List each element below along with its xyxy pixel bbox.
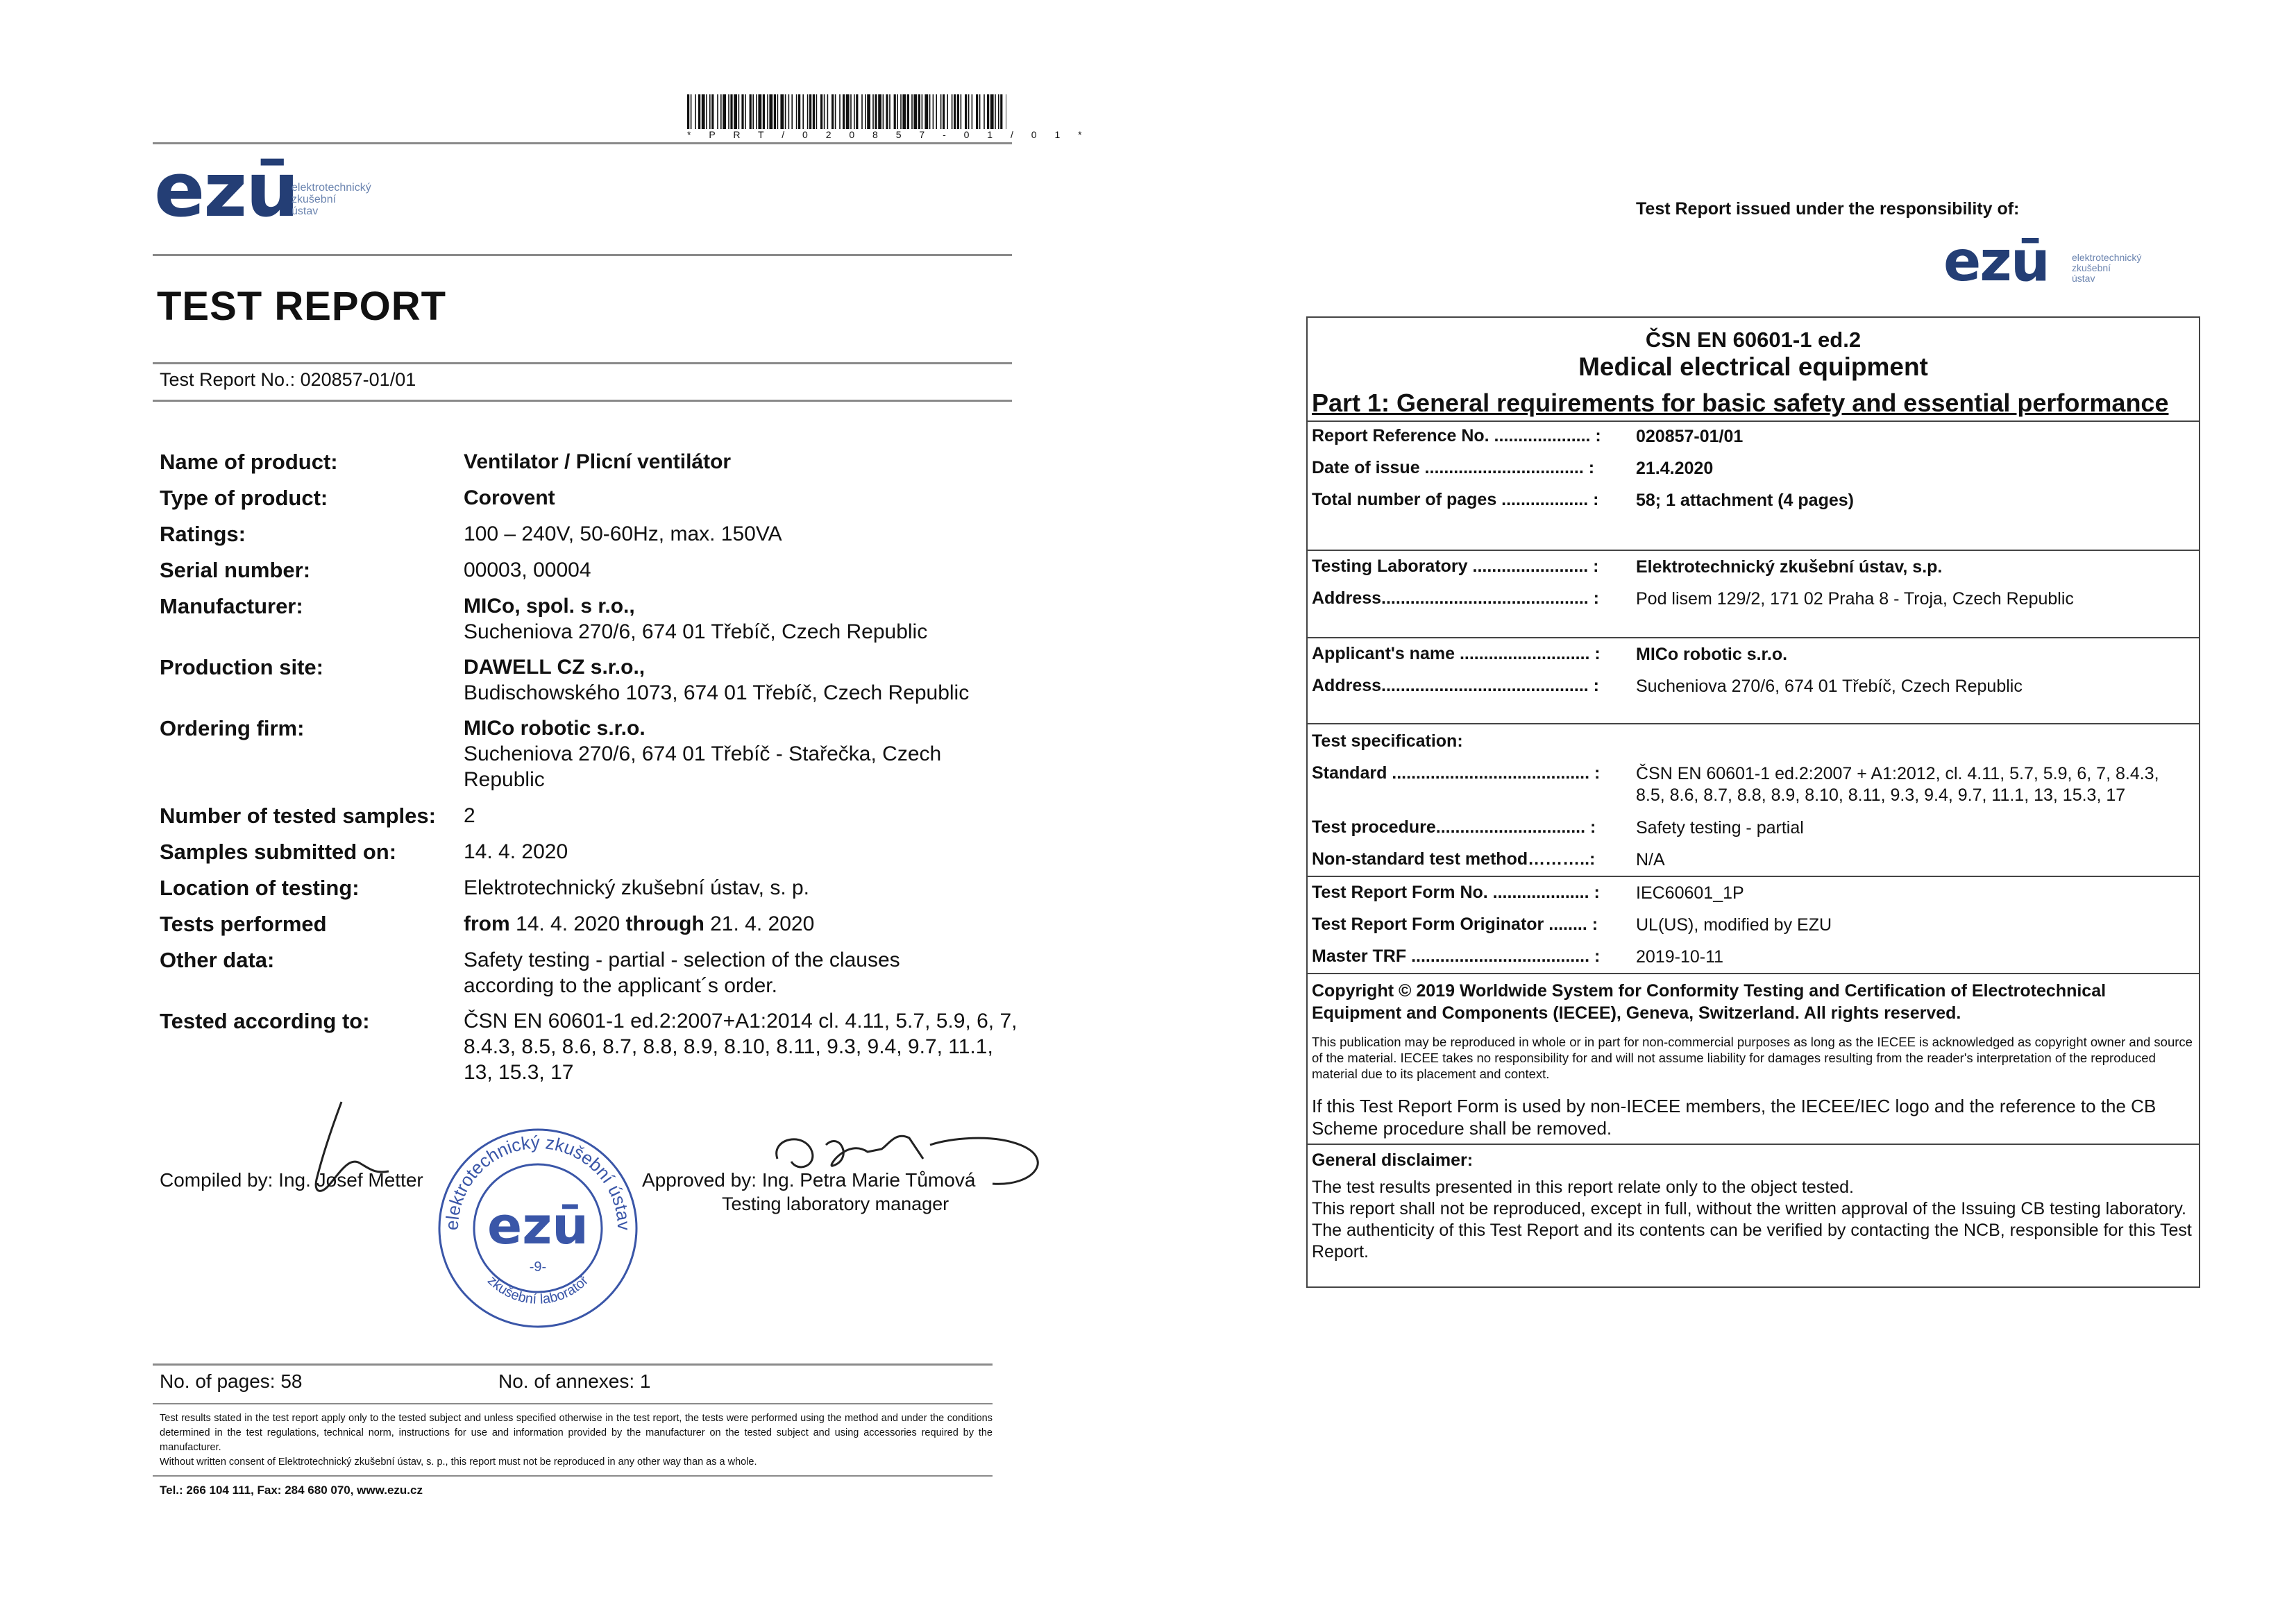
general-disclaimer-text (1312, 1177, 2193, 1263)
barcode-bar (813, 94, 815, 129)
barcode-bar (911, 94, 913, 129)
barcode-bar (900, 94, 902, 129)
box-divider (1306, 973, 2200, 974)
field-value: Elektrotechnický zkušební ústav, s. p. (464, 876, 810, 899)
section-label: Test specification: (1312, 731, 1463, 751)
barcode-bar (922, 94, 923, 129)
barcode-bar (872, 94, 874, 129)
barcode-bar (824, 94, 825, 129)
row-value: Safety testing - partial (1636, 818, 1804, 838)
barcode-bar (687, 94, 689, 129)
barcode-bar (706, 94, 707, 129)
logo-line: elektrotechnický (2072, 252, 2142, 263)
approver-role: Testing laboratory manager (722, 1193, 949, 1214)
row-label: Test Report Form No. .................... : (1312, 883, 1600, 902)
row-value: Elektrotechnický zkušební ústav, s.p. (1636, 557, 1943, 577)
field-value: 00003, 00004 (464, 559, 591, 581)
row-label: Report Reference No. .................... : (1312, 426, 1601, 445)
copyright-notice: This publication may be reproduced in whole or in part for non-commercial purposes as long as the IECEE is acknowledged as copyright owner and source of the material. IECEE takes no responsibility for and will not assume liability for damages resulting from the reader's interpretation of the reproduced material due to its placement and context. (1312, 1035, 2193, 1081)
field-value-line2: Budischowského 1073, 674 01 Třebíč, Czech Republic (464, 681, 970, 704)
barcode-bar (987, 94, 989, 129)
barcode-bar (995, 94, 996, 129)
report-title: TEST REPORT (157, 284, 447, 329)
barcode-bar (788, 94, 790, 129)
field-value: MICo, spol. s r.o., (464, 595, 635, 618)
barcode-bar (1000, 94, 1002, 129)
field-label: Ordering firm: (160, 716, 305, 740)
barcode-bar (734, 94, 737, 129)
field-label: Location of testing: (160, 876, 360, 900)
through-word: through (625, 912, 704, 935)
seal-ring-bottom: zkušební laboratoř (484, 1273, 591, 1307)
row-label: Applicant's name ........................... : (1312, 644, 1601, 663)
row-value: 020857-01/01 (1636, 427, 1744, 446)
barcode-bar (728, 94, 729, 129)
seal-number: -9- (529, 1259, 547, 1275)
row-value: N/A (1636, 850, 1665, 869)
barcode-bar (752, 94, 754, 129)
field-value: 14. 4. 2020 (464, 840, 568, 863)
disclaimer-line: This report shall not be reproduced, except in full, without the written approval of the Issuing CB testing laboratory. The authenticity of this Test Report and its contents can be verified by contacting the NCB, responsible for this Test Report. (1312, 1199, 2192, 1261)
barcode-bar (979, 94, 981, 129)
barcode-bar (777, 94, 779, 129)
logo-caption (292, 182, 371, 217)
field-value: 2 (464, 804, 475, 827)
row-value: MICo robotic s.r.o. (1636, 645, 1788, 664)
box-divider (1306, 420, 2200, 422)
row-label: Testing Laboratory ........................ : (1312, 556, 1599, 576)
page-count: No. of pages: 58 (160, 1370, 303, 1392)
barcode-bar (940, 94, 942, 129)
barcode-bar (835, 94, 836, 129)
field-label: Manufacturer: (160, 594, 303, 618)
barcode-bar (846, 94, 850, 129)
compiled-by: Compiled by: Ing. Josef Metter (160, 1169, 423, 1191)
barcode-bar (709, 94, 711, 129)
barcode-bar (984, 94, 985, 129)
row-label: Master TRF ..................................... : (1312, 946, 1601, 966)
barcode-bar (791, 94, 793, 129)
logo-mark: ezū (1943, 229, 2049, 294)
footer-rule-mid (153, 1403, 993, 1404)
barcode-bar (861, 94, 863, 129)
number-rule (153, 400, 1012, 402)
barcode-bar (723, 94, 726, 129)
barcode-bar (886, 94, 888, 129)
logo-caption (2072, 253, 2141, 284)
barcode-bar (957, 94, 959, 129)
field-value-line2: Sucheniova 270/6, 674 01 Třebíč - Stařečka, Czech Republic (464, 742, 942, 791)
from-word: from (464, 912, 510, 935)
row-value: 58; 1 attachment (4 pages) (1636, 491, 1854, 510)
barcode (687, 94, 1006, 129)
logo-mark: ezū (154, 147, 298, 234)
field-value: Safety testing - partial - selection of the clauses according to the applicant´s order. (464, 949, 900, 997)
row-value: 21.4.2020 (1636, 459, 1714, 478)
logo-line: ústav (2072, 273, 2095, 284)
end-date: 21. 4. 2020 (704, 912, 815, 935)
barcode-bar (767, 94, 768, 129)
barcode-bar (854, 94, 855, 129)
barcode-bar (720, 94, 722, 129)
field-value: 100 – 240V, 50-60Hz, max. 150VA (464, 522, 782, 545)
row-label: Address........................................... : (1312, 676, 1599, 695)
copyright-iecee-note: If this Test Report Form is used by non-IECEE members, the IECEE/IEC logo and the reference to the CB Scheme procedure shall be removed. (1312, 1096, 2156, 1139)
responsibility-line: Test Report issued under the responsibility of: (1636, 199, 2020, 219)
field-value (464, 911, 1019, 937)
barcode-bar (936, 94, 937, 129)
field-label: Samples submitted on: (160, 840, 397, 864)
footer-rule-bottom (153, 1475, 993, 1477)
barcode-bar (756, 94, 757, 129)
row-label: Standard ......................................... : (1312, 763, 1601, 783)
barcode-bar (769, 94, 773, 129)
box-divider (1306, 637, 2200, 638)
row-value: Pod lisem 129/2, 171 02 Praha 8 - Troja, Czech Republic (1636, 589, 2074, 609)
barcode-bar (947, 94, 948, 129)
barcode-text: * P R T / 0 2 0 8 5 7 - 0 1 / 0 1 * (687, 129, 1090, 140)
seal-center-mark: ezū (487, 1196, 589, 1256)
laboratory-seal (430, 1124, 645, 1332)
box-divider (1306, 1144, 2200, 1145)
barcode-bar (785, 94, 786, 129)
barcode-bar (883, 94, 884, 129)
barcode-bar (711, 94, 714, 129)
field-label: Type of product: (160, 486, 328, 510)
footer-rule-top (153, 1363, 993, 1366)
standard-title: Medical electrical equipment (1578, 352, 1928, 381)
header-rule (153, 254, 1012, 256)
barcode-bar (865, 94, 866, 129)
barcode-bar (998, 94, 999, 129)
field-label: Production site: (160, 655, 323, 679)
logo-line: zkušební (2072, 262, 2111, 273)
field-value-line2: Sucheniova 270/6, 674 01 Třebíč, Czech Republic (464, 620, 928, 643)
barcode-bar (691, 94, 692, 129)
barcode-bar (913, 94, 917, 129)
row-value: IEC60601_1P (1636, 883, 1744, 903)
row-value: ČSN EN 60601-1 ed.2:2007 + A1:2012, cl. 4.11, 5.7, 5.9, 6, 7, 8.4.3, 8.5, 8.6, 8.7, 8.8, 8.9, 8.10, 8.11, 9.3, 9.4, 9.7, 11.1, 13, 15.3, 17 (1636, 764, 2159, 805)
field-value: DAWELL CZ s.r.o., (464, 656, 645, 679)
barcode-bar (925, 94, 928, 129)
row-label: Test procedure............................... : (1312, 817, 1596, 837)
barcode-bar (907, 94, 909, 129)
barcode-bar (889, 94, 890, 129)
barcode-bar (954, 94, 956, 129)
barcode-bar (968, 94, 970, 129)
field-label: Number of tested samples: (160, 804, 436, 828)
barcode-bar (990, 94, 994, 129)
barcode-bar (750, 94, 752, 129)
row-value: 2019-10-11 (1636, 947, 1724, 967)
barcode-bar (758, 94, 761, 129)
barcode-bar (730, 94, 732, 129)
title-rule (153, 362, 1012, 364)
row-label: Date of issue ................................. : (1312, 458, 1595, 477)
disclaimer-text: Without written consent of Elektrotechnický zkušební ústav, s. p., this report must not be reproduced in any other way than as a whole. (160, 1456, 757, 1468)
barcode-bar (745, 94, 746, 129)
copyright-heading: Copyright © 2019 Worldwide System for Conformity Testing and Certification of Electrotechnical Equipment and Components (IECEE), Geneva, Switzerland. All rights reserved. (1312, 981, 2107, 1023)
row-label: Address........................................... : (1312, 588, 1599, 608)
barcode-bar (894, 94, 896, 129)
box-divider (1306, 723, 2200, 724)
barcode-bar (839, 94, 841, 129)
logo-line: ústav (292, 205, 319, 217)
field-value: Corovent (464, 486, 555, 509)
barcode-bar (741, 94, 743, 129)
barcode-bar (832, 94, 834, 129)
barcode-bar (809, 94, 811, 129)
barcode-bar (695, 94, 696, 129)
barcode-bar (738, 94, 740, 129)
barcode-bar (796, 94, 797, 129)
barcode-bar (976, 94, 978, 129)
ezu-logo (154, 147, 298, 234)
barcode-bar (943, 94, 945, 129)
disclaimer-line: The test results presented in this report relate only to the object tested. (1312, 1178, 1854, 1197)
field-label: Serial number: (160, 558, 311, 582)
barcode-bar (897, 94, 898, 129)
barcode-bar (965, 94, 967, 129)
barcode-bar (933, 94, 934, 129)
logo-line: zkušební (292, 194, 337, 205)
barcode-bar (717, 94, 718, 129)
barcode-bar (807, 94, 809, 129)
field-label: Tests performed (160, 912, 327, 936)
seal-ring-top: elektrotechnický zkušební ústav (441, 1131, 635, 1231)
barcode-bar (929, 94, 931, 129)
barcode-bar (702, 94, 705, 129)
field-label: Name of product: (160, 450, 338, 474)
barcode-bar (918, 94, 920, 129)
barcode-bar (961, 94, 962, 129)
barcode-bar (902, 94, 906, 129)
field-value: ČSN EN 60601-1 ed.2:2007+A1:2014 cl. 4.11, 5.7, 5.9, 6, 7, 8.4.3, 8.5, 8.6, 8.7, 8.8, 8.9, 8.10, 8.11, 9.3, 9.4, 9.7, 11.1, 13, 15.3, 17 (464, 1010, 1018, 1084)
barcode-bar (774, 94, 776, 129)
barcode-bar (972, 94, 973, 129)
field-label: Ratings: (160, 522, 246, 546)
standard-part: Part 1: General requirements for basic safety and essential performance (1312, 389, 2169, 417)
field-label: Tested according to: (160, 1009, 370, 1033)
barcode-bar (875, 94, 877, 129)
barcode-bar (820, 94, 822, 129)
row-label: Total number of pages .................. : (1312, 490, 1599, 509)
barcode-bar (850, 94, 852, 129)
barcode-bar (878, 94, 881, 129)
barcode-bar (816, 94, 818, 129)
field-value: Ventilator / Plicní ventilátor (464, 450, 732, 473)
barcode-bar (698, 94, 700, 129)
contact-line: Tel.: 266 104 111, Fax: 284 680 070, www.ezu.cz (160, 1484, 423, 1497)
logo-line: elektrotechnický (292, 182, 371, 194)
disclaimer-text: Test results stated in the test report apply only to the tested subject and unless specified otherwise in the test report, the tests were performed using the method and under the conditions determined in the test regulations, technical norm, instructions for use and information provided by the manufacturer on the tested subject and using accessories required by the manufacturer. (160, 1413, 993, 1453)
box-divider (1306, 550, 2200, 551)
top-rule (153, 142, 1012, 144)
barcode-bar (802, 94, 804, 129)
report-number: Test Report No.: 020857-01/01 (160, 369, 416, 390)
barcode-bar (952, 94, 953, 129)
field-label: Other data: (160, 948, 275, 972)
annex-count: No. of annexes: 1 (498, 1370, 651, 1392)
row-label: Test Report Form Originator ........ : (1312, 915, 1598, 934)
barcode-bar (827, 94, 829, 129)
row-value: Sucheniova 270/6, 674 01 Třebíč, Czech Republic (1636, 677, 2023, 696)
field-value: MICo robotic s.r.o. (464, 717, 645, 740)
barcode-bar (798, 94, 800, 129)
barcode-bar (867, 94, 870, 129)
report-disclaimer (160, 1411, 993, 1470)
barcode-bar (780, 94, 784, 129)
barcode-bar (856, 94, 858, 129)
approved-by: Approved by: Ing. Petra Marie Tůmová (642, 1169, 976, 1191)
ezu-logo-small (1943, 229, 2049, 294)
standard-name: ČSN EN 60601-1 ed.2 (1645, 328, 1862, 352)
barcode-bar (843, 94, 845, 129)
box-divider (1306, 876, 2200, 877)
general-disclaimer-heading: General disclaimer: (1312, 1150, 1474, 1170)
barcode-bar (763, 94, 765, 129)
row-label: Non-standard test method………..: (1312, 849, 1596, 869)
row-value: UL(US), modified by EZU (1636, 915, 1832, 935)
start-date: 14. 4. 2020 (509, 912, 626, 935)
